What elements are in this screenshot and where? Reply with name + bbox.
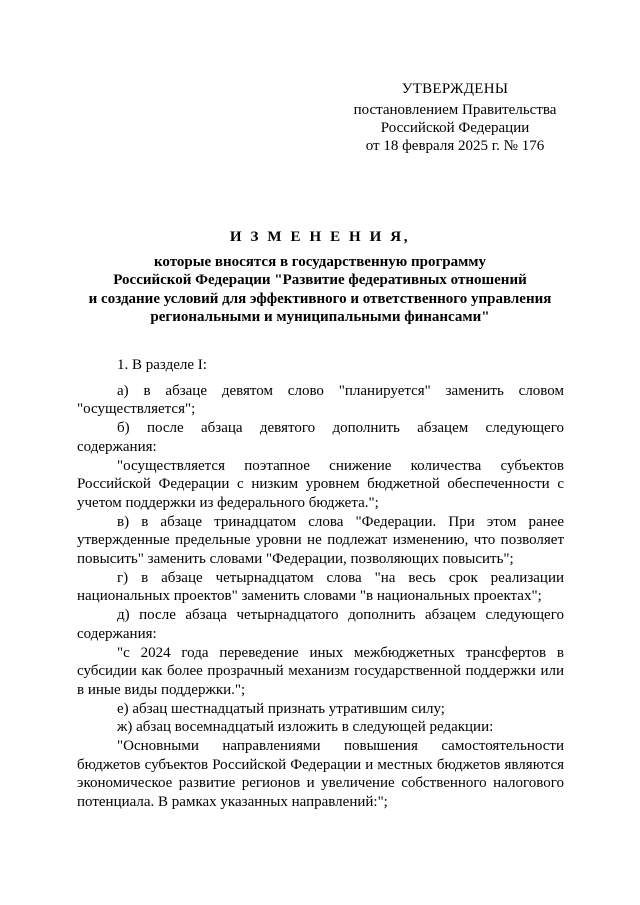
quoted-paragraph: "осуществляется поэтапное снижение количества субъектов Российской Федерации с низким уровнем бюджетной обеспеченности с учетом поддержки из федерального бюджета."; <box>77 457 564 511</box>
quoted-paragraph: "Основными направлениями повышения самостоятельности бюджетов субъектов Российской Федерации и местных бюджетов являются экономическое развитие регионов и увеличение собственного налогового потенциала. В рамках указанных направлений:"; <box>77 738 564 811</box>
document-title: И З М Е Н Е Н И Я, <box>229 229 411 245</box>
approval-line: Российской Федерации <box>380 120 530 136</box>
document-subtitle-line: Российской Федерации "Развитие федеративных отношений <box>113 272 527 288</box>
amendment-paragraph: г) в абзаце четырнадцатом слова "на весь срок реализации национальных проектов" заменить словами "в национальных проектах"; <box>77 569 564 605</box>
amendment-paragraph: б) после абзаца девятого дополнить абзацем следующего содержания: <box>77 420 564 455</box>
amendment-paragraph: а) в абзаце девятом слово "планируется" заменить словом "осуществляется"; <box>77 382 564 418</box>
quoted-paragraph: "с 2024 года переведение иных межбюджетных трансфертов в субсидии как более прозрачный механизм государственной поддержки или в иные виды поддержки."; <box>77 644 564 698</box>
amendment-paragraph: в) в абзаце тринадцатом слова "Федерации. При этом ранее утвержденные предельные уровни не подлежат изменению, что позволяет повысить" заменить словами "Федерации, позволяющих повысить"; <box>77 513 564 568</box>
approval-stamp <box>330 80 580 155</box>
document-subtitle-line: которые вносятся в государственную программу <box>153 253 487 270</box>
approval-title: УТВЕРЖДЕНЫ <box>401 81 509 97</box>
amendment-paragraph: е) абзац шестнадцатый признать утратившим силу; <box>117 700 445 717</box>
document-heading <box>50 228 590 327</box>
section-paragraph: 1. В разделе I: <box>117 357 207 373</box>
document-subtitle-line: региональными и муниципальными финансами" <box>150 309 490 325</box>
approval-line: постановлением Правительства <box>353 102 557 118</box>
document-body <box>77 356 564 812</box>
amendment-paragraph: д) после абзаца четырнадцатого дополнить абзацем следующего содержания: <box>77 607 564 642</box>
document-subtitle-line: и создание условий для эффективного и ответственного управления <box>88 290 552 307</box>
approval-date-line: от 18 февраля 2025 г. № 176 <box>365 138 545 154</box>
amendment-paragraph: ж) абзац восемнадцатый изложить в следующей редакции: <box>117 719 494 736</box>
